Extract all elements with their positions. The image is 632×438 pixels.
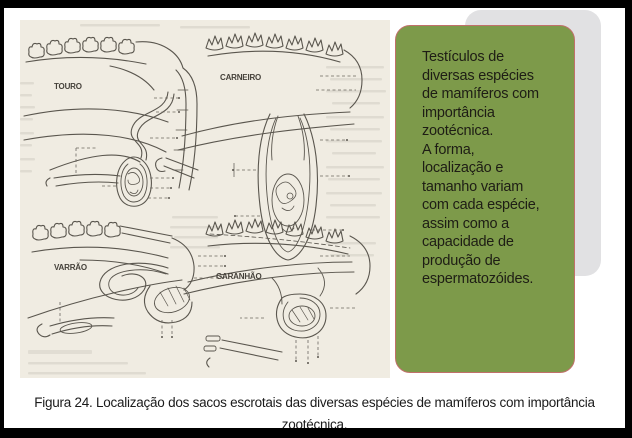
callout-line: zootécnica. bbox=[422, 123, 494, 139]
scanned-figure bbox=[20, 20, 390, 378]
callout-line: produção de bbox=[422, 252, 501, 269]
species-label-touro: TOURO bbox=[54, 82, 82, 91]
leader-lines bbox=[60, 76, 356, 362]
garanhao-drawing bbox=[184, 219, 370, 367]
species-label-carneiro: CARNEIRO bbox=[220, 73, 262, 82]
varrao-drawing bbox=[28, 221, 194, 336]
caption-line-2: zootécnica. bbox=[281, 417, 348, 432]
callout-box bbox=[395, 25, 575, 373]
species-label-garanhao: GARANHÃO bbox=[216, 272, 262, 281]
callout-line: diversas espécies bbox=[422, 67, 534, 84]
page-content bbox=[4, 8, 625, 432]
callout-line: assim como a bbox=[422, 215, 510, 232]
anatomy-line-art bbox=[20, 20, 390, 378]
bleed-through-texture bbox=[20, 24, 386, 375]
callout-line: Testículos de bbox=[422, 49, 505, 65]
callout-line: A forma, bbox=[422, 141, 475, 158]
callout-line: com cada espécie, bbox=[422, 197, 540, 213]
species-label-varrao: VARRÃO bbox=[54, 263, 87, 272]
callout-line: localização e bbox=[422, 160, 504, 176]
caption-line-1: Figura 24. Localização dos sacos escrotais das diversas espécies de mamíferos com importância bbox=[34, 395, 595, 410]
callout-line: de mamíferos com bbox=[422, 86, 539, 102]
callout-line: importância bbox=[422, 104, 495, 121]
callout-line: espermatozóides. bbox=[422, 271, 534, 287]
touro-drawing bbox=[24, 37, 197, 206]
figure-caption bbox=[4, 392, 625, 436]
callout-line: tamanho variam bbox=[422, 178, 524, 195]
callout-line: capacidade de bbox=[422, 234, 514, 250]
